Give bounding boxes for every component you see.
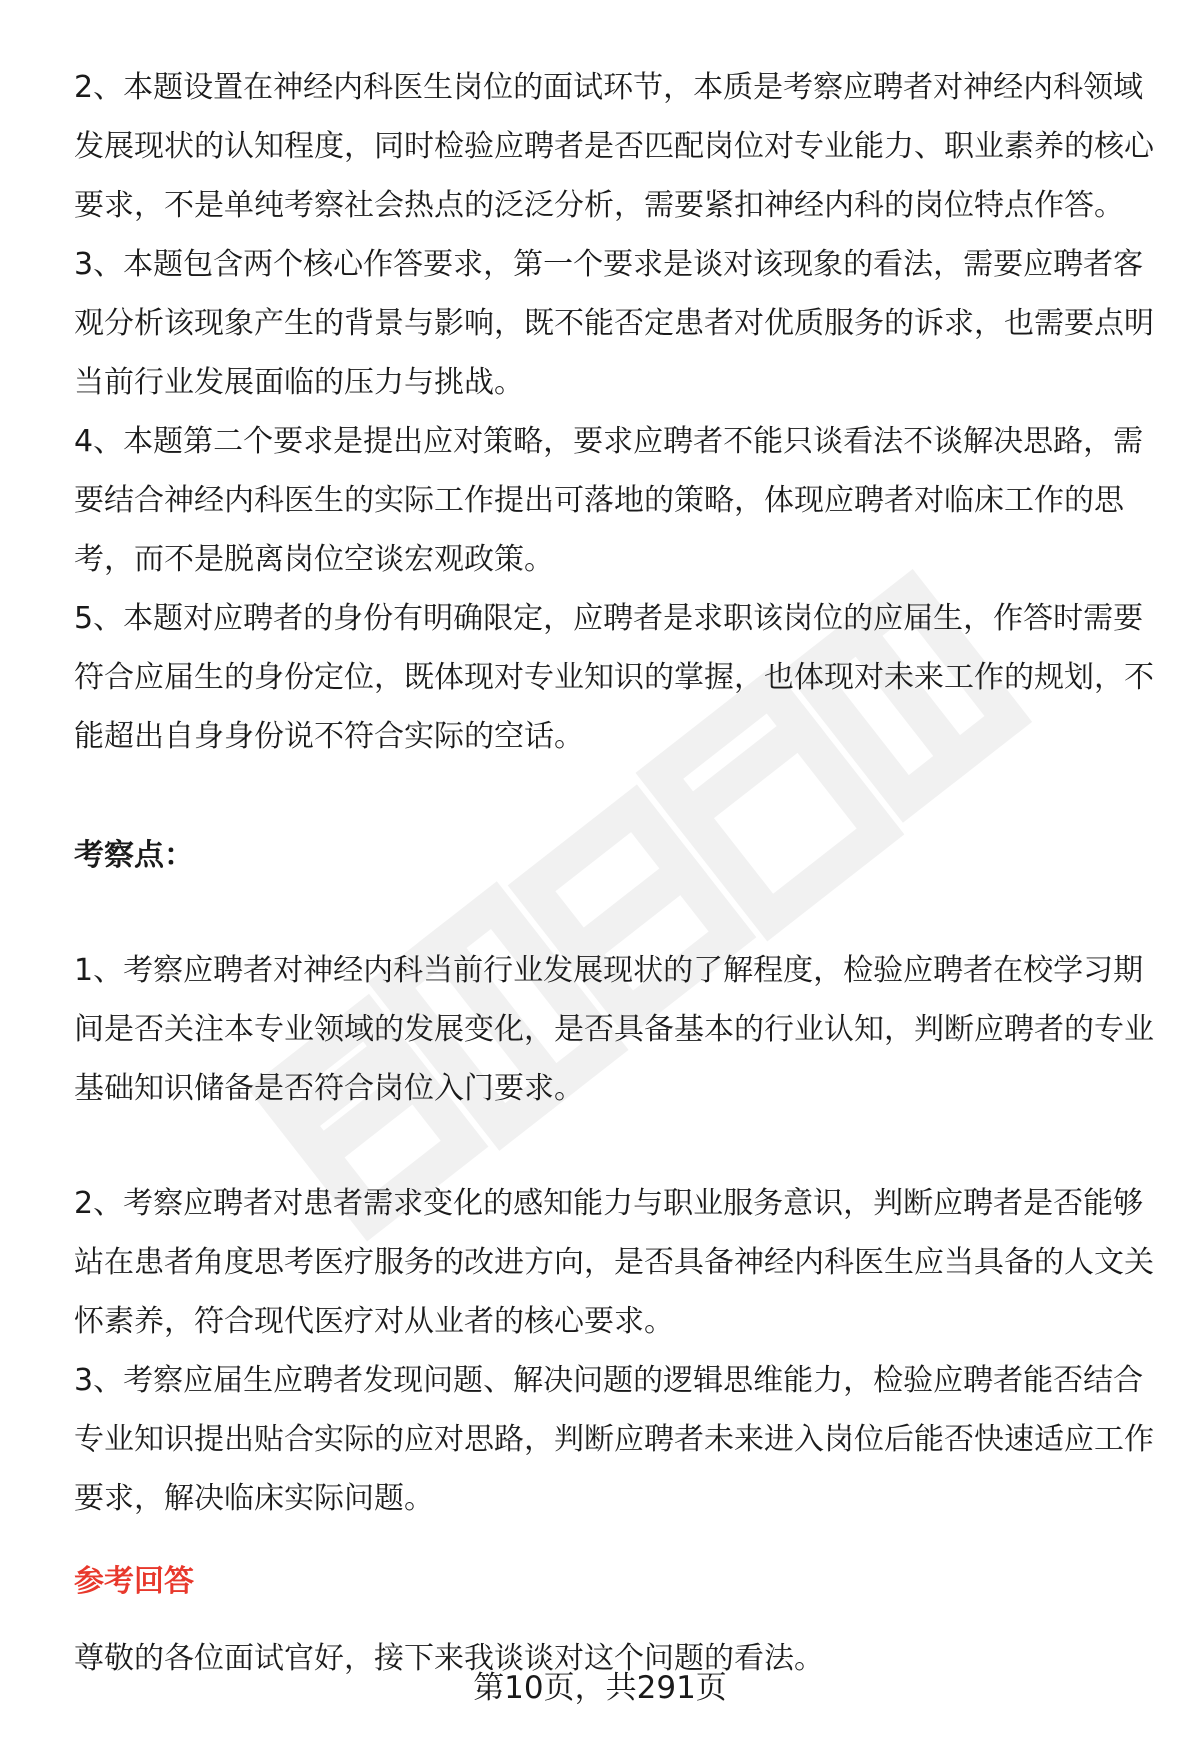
point-item-2: 2、考察应聘者对患者需求变化的感知能力与职业服务意识，判断应聘者是否能够站在患者角度思考医疗服务的改进方向，是否具备神经内科医生应当具备的人文关怀素养，符合现代医疗对从业者的核心要求。 — [74, 1186, 1154, 1339]
answer-heading: 参考回答 — [74, 1564, 194, 1599]
points-heading: 考察点： — [74, 838, 194, 873]
point-item-1: 1、考察应聘者对神经内科当前行业发展现状的了解程度，检验应聘者在校学习期间是否关注本专业领域的发展变化，是否具备基本的行业认知，判断应聘者的专业基础知识储备是否符合岗位入门要求。 — [74, 953, 1154, 1106]
document-body — [74, 58, 1154, 1688]
intro-paragraph-2: 2、本题设置在神经内科医生岗位的面试环节，本质是考察应聘者对神经内科领域发展现状的认知程度，同时检验应聘者是否匹配岗位对专业能力、职业素养的核心要求，不是单纯考察社会热点的泛泛分析，需要紧扣神经内科的岗位特点作答。 — [74, 70, 1154, 223]
intro-paragraph-4: 4、本题第二个要求是提出应对策略，要求应聘者不能只谈看法不谈解决思路，需要结合神经内科医生的实际工作提出可落地的策略，体现应聘者对临床工作的思考，而不是脱离岗位空谈宏观政策。 — [74, 424, 1144, 577]
page-number: 第10页，共291页 — [473, 1670, 727, 1706]
intro-paragraph-3: 3、本题包含两个核心作答要求，第一个要求是谈对该现象的看法，需要应聘者客观分析该现象产生的背景与影响，既不能否定患者对优质服务的诉求，也需要点明当前行业发展面临的压力与挑战。 — [74, 247, 1154, 400]
point-item-3: 3、考察应届生应聘者发现问题、解决问题的逻辑思维能力，检验应聘者能否结合专业知识提出贴合实际的应对思路，判断应聘者未来进入岗位后能否快速适应工作要求，解决临床实际问题。 — [74, 1363, 1154, 1516]
answer-opening: 尊敬的各位面试官好，接下来我谈谈对这个问题的看法。 — [74, 1641, 824, 1676]
intro-paragraph-5: 5、本题对应聘者的身份有明确限定，应聘者是求职该岗位的应届生，作答时需要符合应届生的身份定位，既体现对专业知识的掌握，也体现对未来工作的规划，不能超出自身身份说不符合实际的空话。 — [74, 601, 1154, 754]
